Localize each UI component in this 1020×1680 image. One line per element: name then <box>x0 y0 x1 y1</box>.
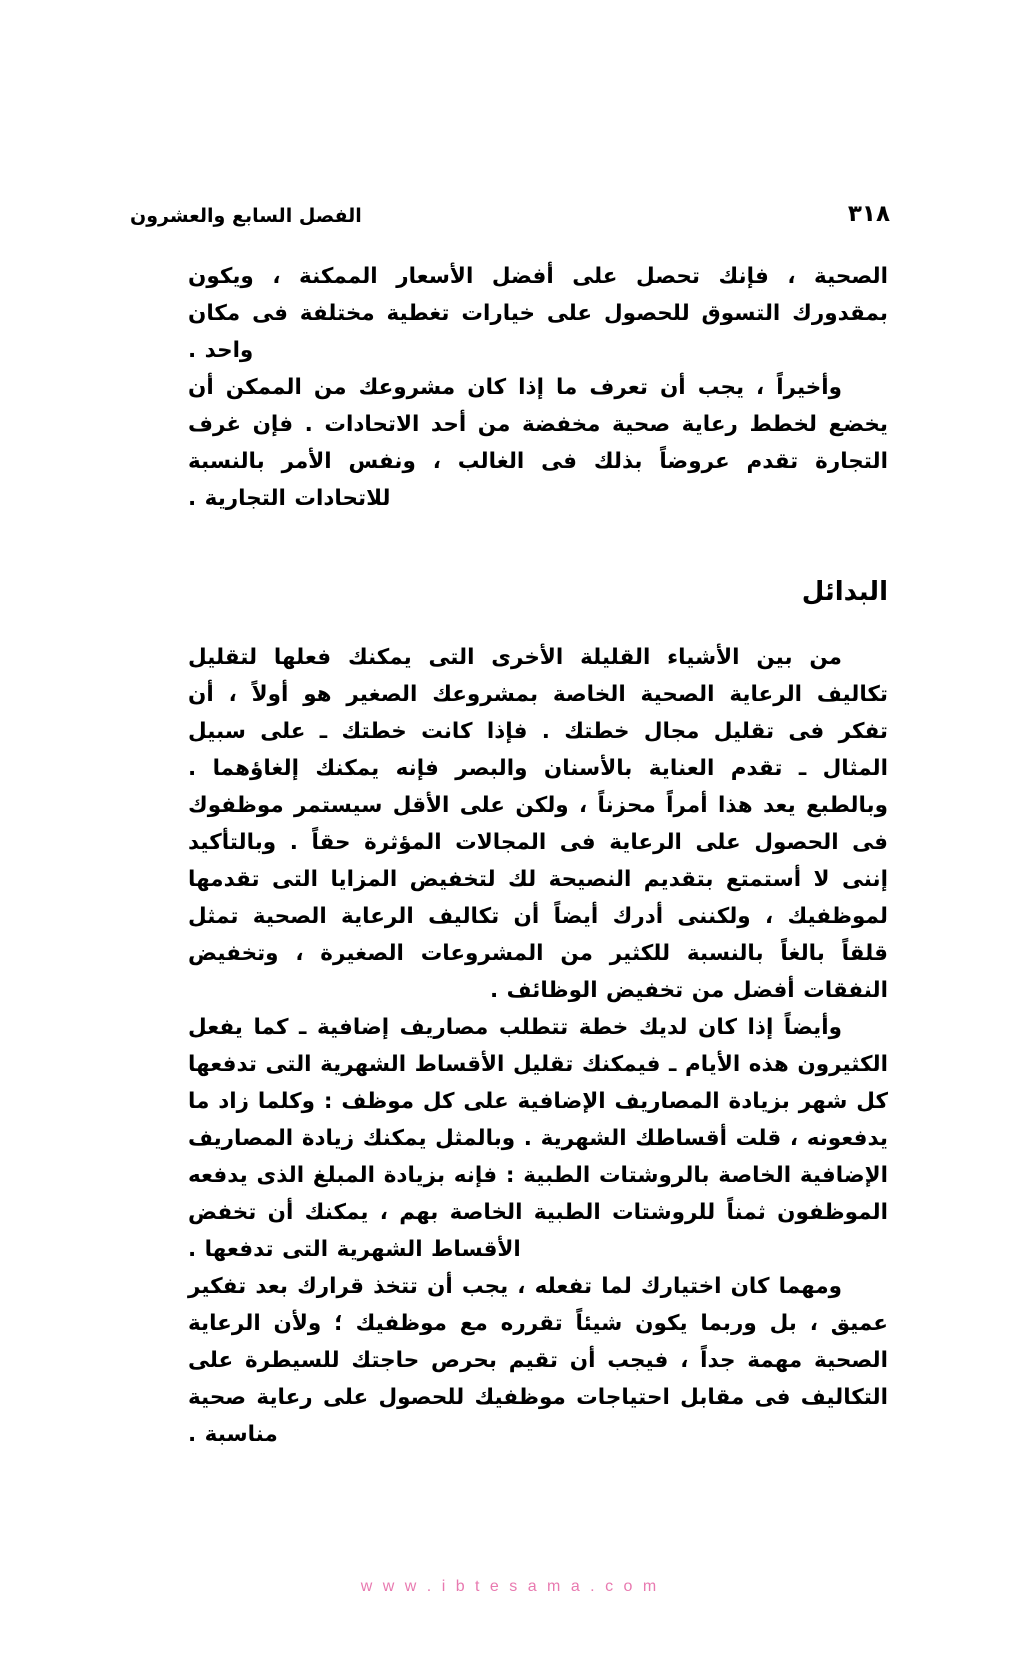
section-heading-block <box>188 575 888 609</box>
running-head <box>130 192 890 226</box>
page-number: ٣١٨ <box>847 201 890 227</box>
chapter-title: الفصل السابع والعشرون <box>130 205 362 227</box>
paragraph-unions: وأخيراً ، يجب أن تعرف ما إذا كان مشروعك من الممكن أن يخضع لخطط رعاية صحية مخفضة من أحد الاتحادات . فإن غرف التجارة تقدم عروضاً بذلك فى الغالب ، ونفس الأمر بالنسبة للاتحادات التجارية . <box>188 375 888 511</box>
site-watermark: w w w . i b t e s a m a . c o m <box>360 1578 660 1595</box>
paragraph-conclusion: ومهما كان اختيارك لما تفعله ، يجب أن تتخذ قرارك بعد تفكير عميق ، بل وربما يكون شيئاً تقرره مع موظفيك ؛ ولأن الرعاية الصحية مهمة جداً ، فيجب أن تقيم بحرص حاجتك للسيطرة على التكاليف فى مقابل احتياجات موظفيك للحصول على رعاية صحية مناسبة . <box>188 1274 888 1447</box>
paragraph-reduce-plan-scope: من بين الأشياء القليلة الأخرى التى يمكنك فعلها لتقليل تكاليف الرعاية الصحية الخاصة بمشروعك الصغير هو أولاً ، أن تفكر فى تقليل مجال خطتك . فإذا كانت خطتك ـ على سبيل المثال ـ تقدم العناية بالأسنان والبصر فإنه يمكنك إلغاؤهما . وبالطبع يعد هذا أمراً محزناً ، ولكن على الأقل سيستمر موظفوك فى الحصول على الرعاية فى المجالات المؤثرة حقاً . وبالتأكيد إننى لا أستمتع بتقديم النصيحة لك لتخفيض المزايا التى تقدمها لموظفيك ، ولكننى أدرك أيضاً أن تكاليف الرعاية الصحية تمثل قلقاً بالغاً بالنسبة للكثير من المشروعات الصغيرة ، وتخفيض النفقات أفضل من تخفيض الوظائف . <box>188 645 888 1003</box>
paragraph-continuation: الصحية ، فإنك تحصل على أفضل الأسعار الممكنة ، ويكون بمقدورك التسوق للحصول على خيارات تغطية مختلفة فى مكان واحد . <box>188 264 888 363</box>
paragraph-deductibles: وأيضاً إذا كان لديك خطة تتطلب مصاريف إضافية ـ كما يفعل الكثيرون هذه الأيام ـ فيمكنك تقليل الأقساط الشهرية التى تدفعها كل شهر بزيادة المصاريف الإضافية على كل موظف : وكلما زاد ما يدفعونه ، قلت أقساطك الشهرية . وبالمثل يمكنك زيادة المصاريف الإضافية الخاصة بالروشتات الطبية : فإنه بزيادة المبلغ الذى يدفعه الموظفون ثمناً للروشتات الطبية الخاصة بهم ، يمكنك أن تخفض الأقساط الشهرية التى تدفعها . <box>188 1015 888 1262</box>
section-heading-alternatives: البدائل <box>801 577 888 607</box>
page-body <box>188 258 888 1453</box>
